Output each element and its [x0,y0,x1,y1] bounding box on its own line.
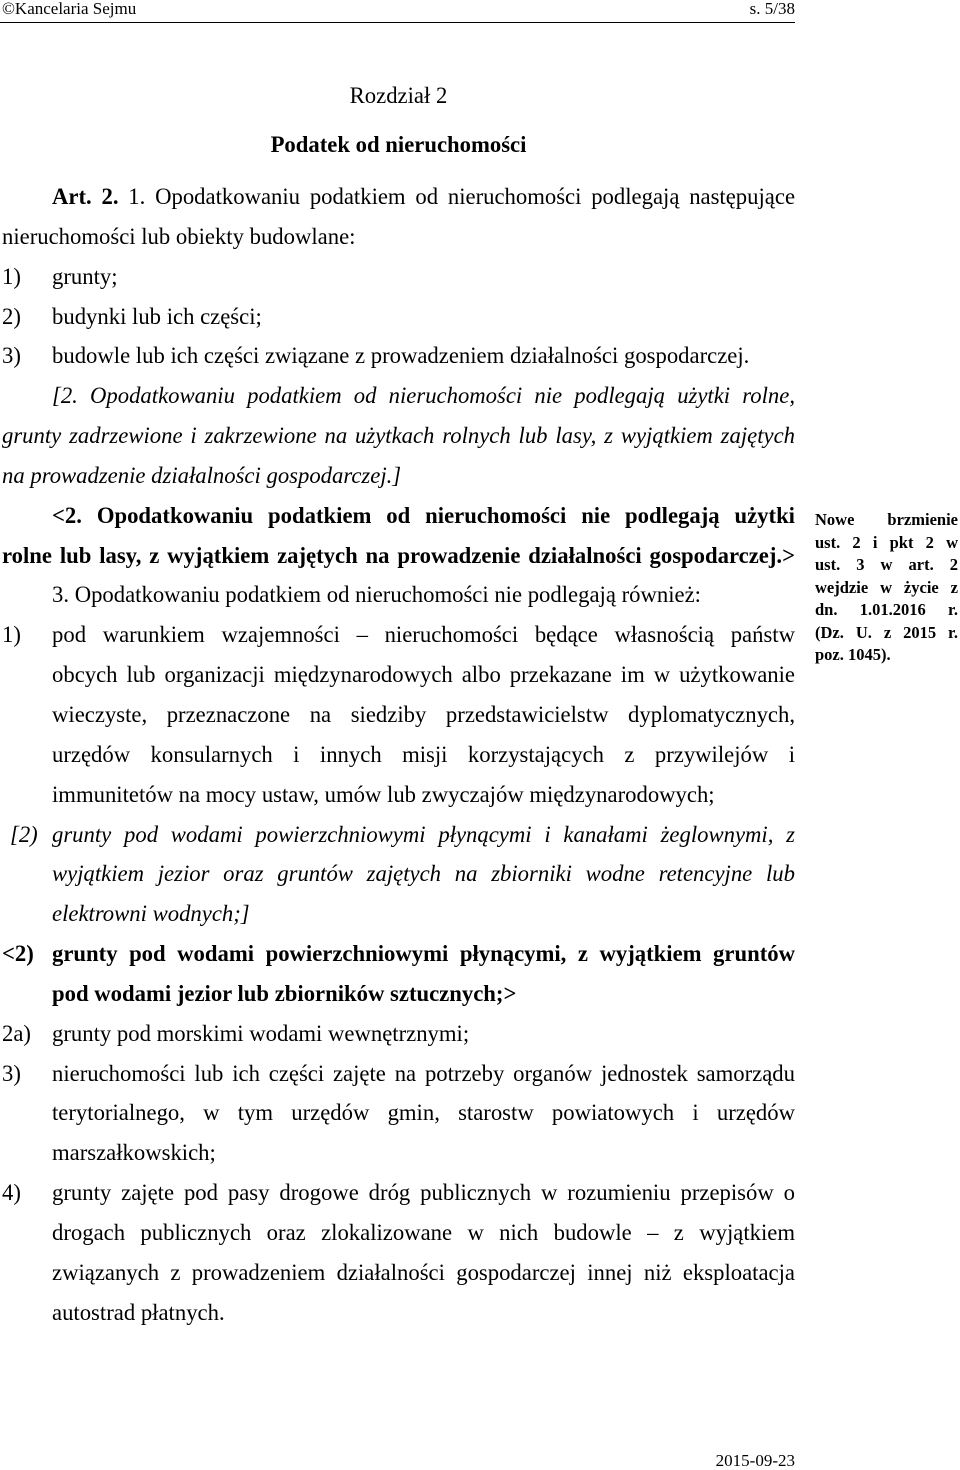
point-continuation: wieczyste, przeznaczone na siedziby przedstawicielstw dyplomatycznych, [52,701,795,727]
ust1-point [2,257,795,297]
ust3-line: 3. Opodatkowaniu podatkiem od nieruchomości nie podlegają również: [52,582,701,608]
point-text: budynki lub ich części; [52,303,262,329]
footer-date: 2015-09-23 [715,1451,795,1470]
ust3-point-new [2,934,795,974]
ust2-old-line: grunty zadrzewione i zakrzewione na użytkach rolnych lub lasy, z wyjątkiem zajętych [2,423,795,449]
margin-note-line: ust. 3 w art. 2 [815,555,958,574]
ust1-text: 1. Opodatkowaniu podatkiem od nieruchomości podlegają następujące [128,184,795,209]
margin-note-line: Nowe brzmienie [815,510,958,529]
ust1-line [2,177,795,217]
ust1-point [2,336,795,376]
point-marker: 2a) [2,1020,31,1046]
publisher-label: ©Kancelaria Sejmu [2,0,137,18]
article-body [2,177,795,1332]
point-text: grunty; [52,263,118,289]
margin-note [815,509,958,667]
point-continuation: elektrowni wodnych;] [52,901,250,927]
point-marker: [2) [10,821,38,847]
article-label: Art. 2. [52,184,119,209]
page-number: s. 5/38 [749,0,795,18]
ust2-old-line: [2. Opodatkowaniu podatkiem od nieruchomości nie podlegają użytki rolne, [52,383,795,409]
header-divider [0,22,795,23]
margin-note-line: wejdzie w życie z [815,577,958,597]
point-continuation: immunitetów na mocy ustaw, umów lub zwyczajów międzynarodowych; [52,781,715,807]
ust3-point [2,615,795,655]
point-continuation: drogach publicznych oraz zlokalizowane w nich budowle – z wyjątkiem [52,1219,795,1245]
chapter-heading: Rozdział 2 [349,83,448,108]
point-continuation: obcych lub organizacji międzynarodowych albo przekazane im w użytkowanie [52,662,795,688]
point-continuation: związanych z prowadzeniem działalności gospodarczej innej niż eksploatacja [52,1259,795,1285]
point-continuation: pod wodami jezior lub zbiorników sztucznych;> [52,980,517,1006]
point-marker: 1) [2,263,21,289]
margin-note-line: ust. 2 i pkt 2 w [815,532,958,552]
ust1-line: nieruchomości lub obiekty budowlane: [2,223,356,249]
page-header [2,0,795,20]
point-continuation: urzędów konsularnych i innych misji korzystających z przywilejów i [52,741,795,767]
margin-note-line: poz. 1045). [815,645,891,664]
ust3-point-old [2,815,795,855]
point-marker: <2) [2,941,34,967]
point-text: grunty pod wodami powierzchniowymi płynącymi, z wyjątkiem gruntów [52,941,795,967]
point-continuation: terytorialnego, w tym urzędów gmin, starostw powiatowych i urzędów [52,1100,795,1126]
ust1-point [2,297,795,337]
margin-note-line: (Dz. U. z 2015 r. [815,622,958,642]
chapter-title: Podatek od nieruchomości [270,132,527,157]
point-marker: 3) [2,343,21,369]
point-text: grunty pod morskimi wodami wewnętrznymi; [52,1020,470,1046]
point-text: nieruchomości lub ich części zajęte na potrzeby organów jednostek samorządu [52,1060,795,1086]
ust2-old-line: na prowadzenie działalności gospodarczej.] [2,462,402,488]
point-continuation: autostrad płatnych. [52,1299,225,1325]
point-marker: 1) [2,622,21,648]
ust3-point [2,1014,795,1054]
point-text: grunty pod wodami powierzchniowymi płynącymi i kanałami żeglownymi, z [52,821,795,847]
point-text: budowle lub ich części związane z prowadzeniem działalności gospodarczej. [52,343,750,369]
ust3-point [2,1173,795,1213]
point-marker: 3) [2,1060,21,1086]
point-marker: 2) [2,303,21,329]
point-text: pod warunkiem wzajemności – nieruchomości będące własnością państw [52,622,795,648]
ust3-point [2,1054,795,1094]
point-continuation: wyjątkiem jezior oraz gruntów zajętych na zbiorniki wodne retencyjne lub [52,861,795,887]
ust2-new-line: <2. Opodatkowaniu podatkiem od nieruchomości nie podlegają użytki [52,502,795,528]
point-continuation: marszałkowskich; [52,1140,216,1166]
point-marker: 4) [2,1180,21,1206]
margin-note-line: dn. 1.01.2016 r. [815,600,958,619]
point-text: grunty zajęte pod pasy drogowe dróg publicznych w rozumieniu przepisów o [52,1180,795,1206]
ust2-new-line: rolne lub lasy, z wyjątkiem zajętych na prowadzenie działalności gospodarczej.> [2,542,795,568]
